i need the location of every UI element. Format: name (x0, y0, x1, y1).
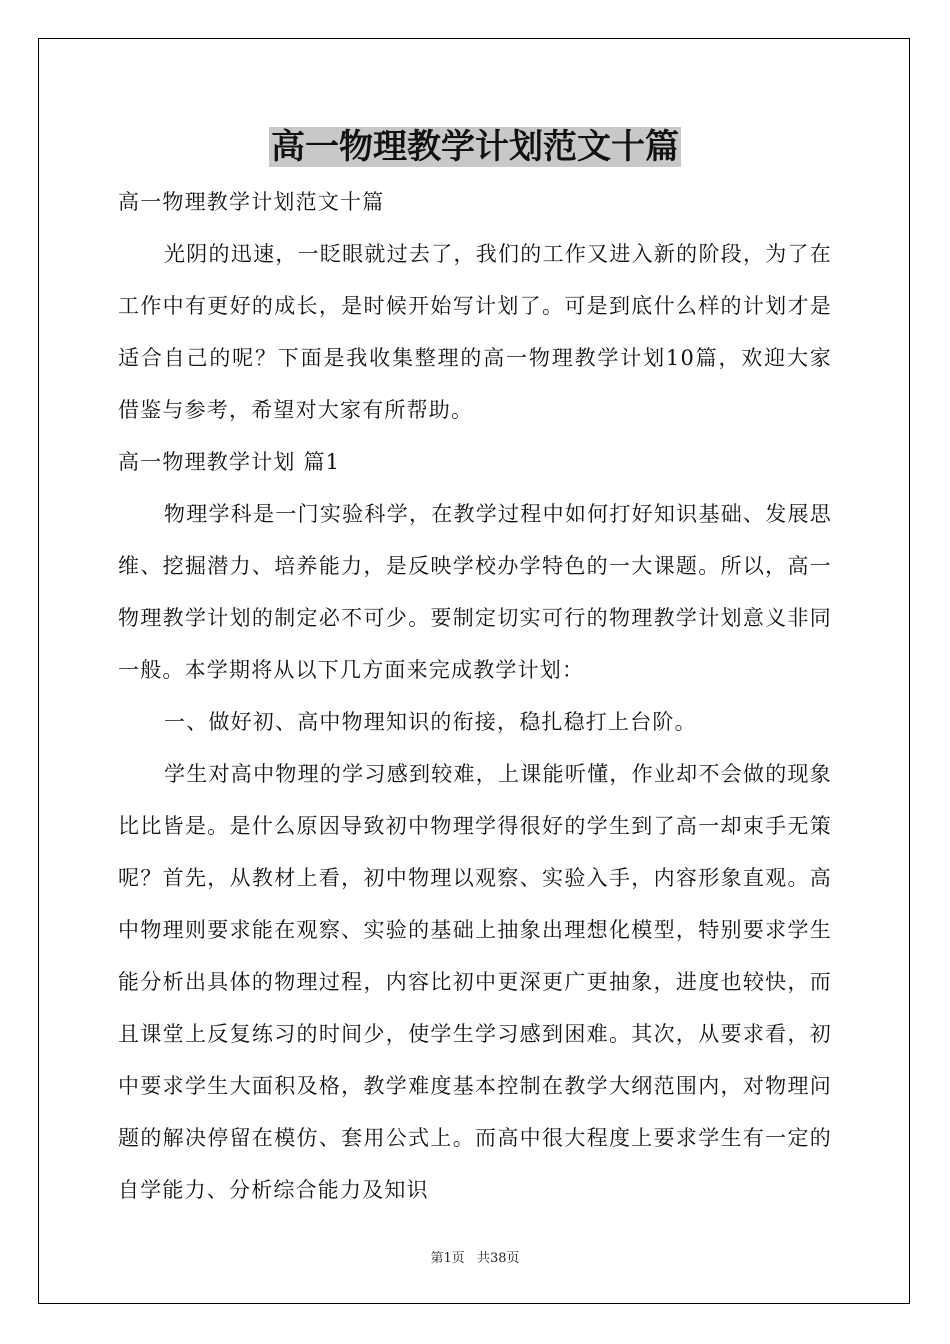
document-title-text: 高一物理教学计划范文十篇 (271, 127, 679, 167)
document-title (118, 118, 832, 176)
paragraph: 学生对高中物理的学习感到较难，上课能听懂，作业却不会做的现象比比皆是。是什么原因导致初中物理学得很好的学生到了高一却束手无策呢？首先，从教材上看，初中物理以观察、实验入手，内容形象直观。高中物理则要求能在观察、实验的基础上抽象出理想化模型，特别要求学生能分析出具体的物理过程，内容比初中更深更广更抽象，进度也较快，而且课堂上反复练习的时间少，使学生学习感到困难。其次，从要求看，初中要求学生大面积及格，教学难度基本控制在教学大纲范围内，对物理问题的解决停留在模仿、套用公式上。而高中很大程度上要求学生有一定的自学能力、分析综合能力及知识 (118, 762, 832, 1202)
page-footer (0, 1247, 950, 1266)
page-total: 共38页 (476, 1251, 520, 1266)
paragraph: 物理学科是一门实验科学，在教学过程中如何打好知识基础、发展思维、挖掘潜力、培养能力，是反映学校办学特色的一大课题。所以，高一物理教学计划的制定必不可少。要制定切实可行的物理教学计划意义非同一般。本学期将从以下几方面来完成教学计划： (118, 502, 832, 682)
page-number: 第1页 (430, 1251, 465, 1266)
paragraph: 一、做好初、高中物理知识的衔接，稳扎稳打上台阶。 (164, 710, 697, 734)
paragraph: 高一物理教学计划范文十篇 (118, 190, 385, 214)
paragraph: 光阴的迅速，一眨眼就过去了，我们的工作又进入新的阶段，为了在工作中有更好的成长，是时候开始写计划了。可是到底什么样的计划才是适合自己的呢？下面是我收集整理的高一物理教学计划10篇，欢迎大家借鉴与参考，希望对大家有所帮助。 (118, 242, 832, 422)
section-heading: 高一物理教学计划 篇1 (118, 450, 341, 474)
document-body (118, 118, 832, 1216)
